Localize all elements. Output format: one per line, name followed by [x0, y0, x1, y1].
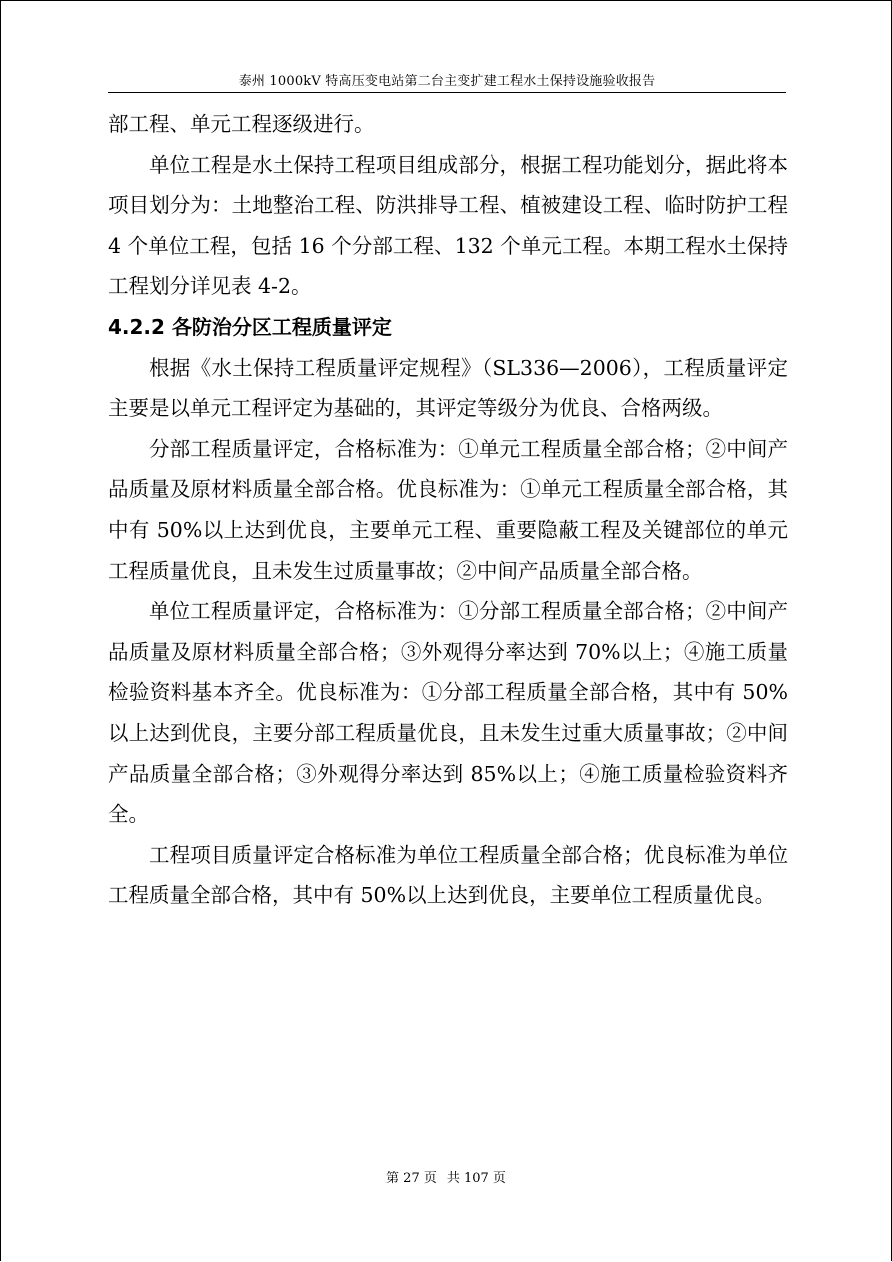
section-heading-4-2-2: 4.2.2 各防治分区工程质量评定 — [108, 314, 392, 339]
page-number: 第 27 页 — [386, 1171, 437, 1186]
total-pages: 共 107 页 — [446, 1171, 506, 1186]
document-body — [108, 104, 788, 916]
paragraph-unit-division: 单位工程是水土保持工程项目组成部分，根据工程功能划分，据此将本项目划分为：土地整治工程、防洪排导工程、植被建设工程、临时防护工程 4 个单位工程，包括 16 个分部工程、132 个单元工程。本期工程水土保持工程划分详见表 4-2。 — [108, 152, 788, 299]
header-rule — [108, 92, 786, 93]
paragraph-subproject-standard: 分部工程质量评定，合格标准为：①单元工程质量全部合格；②中间产品质量及原材料质量全部合格。优良标准为：①单元工程质量全部合格，其中有 50%以上达到优良，主要单元工程、重要隐蔽工程及关键部位的单元工程质量优良，且未发生过质量事故；②中间产品质量全部合格。 — [108, 436, 788, 583]
paragraph-unit-standard: 单位工程质量评定，合格标准为：①分部工程质量全部合格；②中间产品质量及原材料质量全部合格；③外观得分率达到 70%以上；④施工质量检验资料基本齐全。优良标准为：①分部工程质量全部合格，其中有 50%以上达到优良，主要分部工程质量优良，且未发生过重大质量事故；②中间产品质量全部合格；③外观得分率达到 85%以上；④施工质量检验资料齐全。 — [108, 599, 788, 827]
page-footer — [0, 1170, 892, 1188]
paragraph-continuation: 部工程、单元工程逐级进行。 — [108, 112, 375, 136]
running-header: 泰州 1000kV 特高压变电站第二台主变扩建工程水土保持设施验收报告 — [238, 74, 656, 89]
paragraph-project-standard: 工程项目质量评定合格标准为单位工程质量全部合格；优良标准为单位工程质量全部合格，其中有 50%以上达到优良，主要单位工程质量优良。 — [108, 842, 788, 908]
paragraph-evaluation-basis: 根据《水土保持工程质量评定规程》（SL336—2006），工程质量评定主要是以单元工程评定为基础的，其评定等级分为优良、合格两级。 — [108, 355, 788, 421]
